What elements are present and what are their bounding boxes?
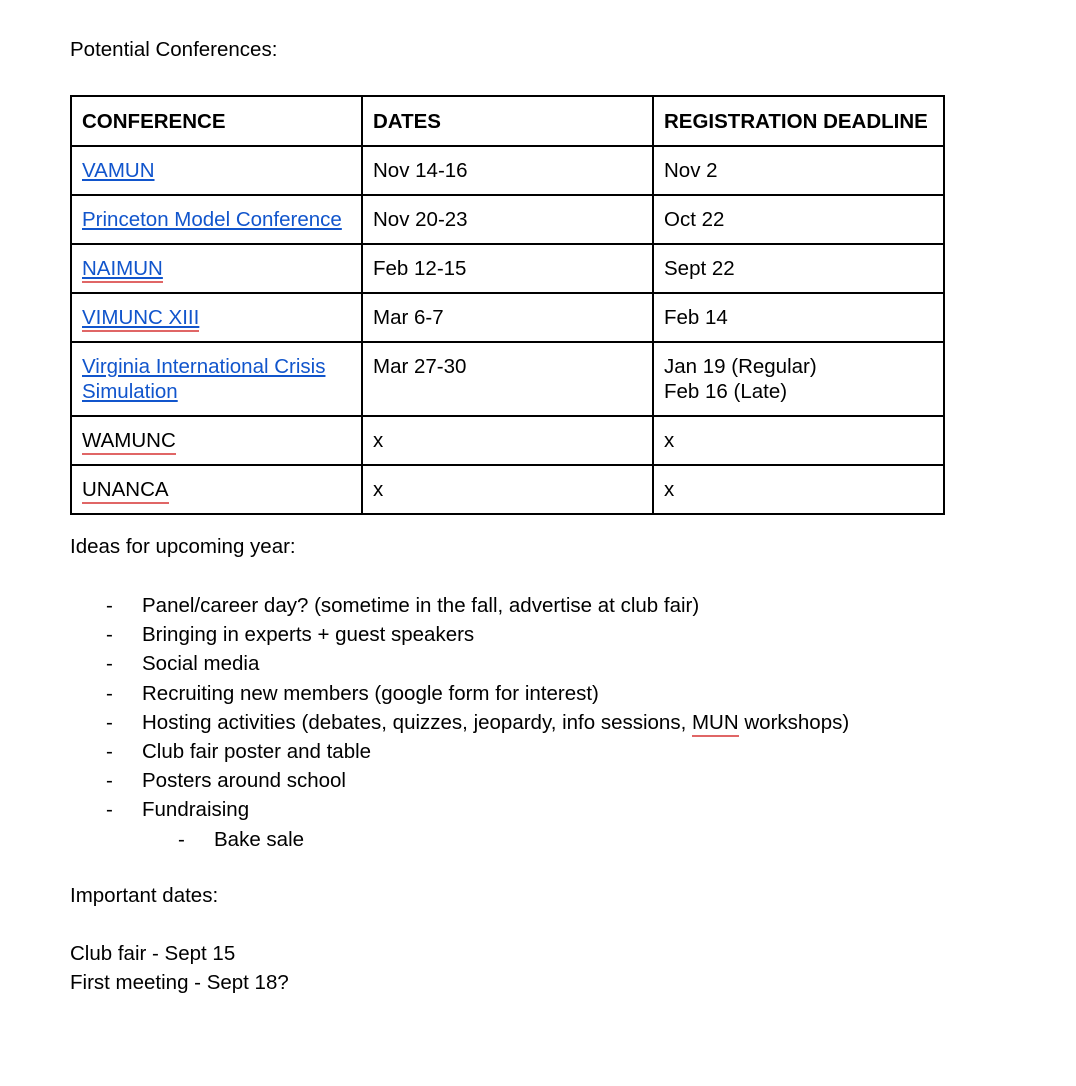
list-item [70,798,849,827]
important-date-first-meeting: First meeting - Sept 18? [70,971,289,994]
ideas-list [70,594,849,857]
deadline-cell [653,342,944,416]
conferences-table [70,95,945,515]
sub-list-item [70,828,849,857]
list-item-text: Fundraising [142,798,250,822]
deadline-cell: Oct 22 [653,195,944,244]
deadline-cell: x [653,465,944,514]
sub-list-item-text: Bake sale [214,827,305,851]
column-header-conference: CONFERENCE [71,96,362,146]
dates-cell: Feb 12-15 [362,244,653,293]
dash-bullet: - [106,652,113,676]
list-item-text: Panel/career day? (sometime in the fall, advertise at club fair) [142,594,700,617]
dash-bullet: - [106,594,113,617]
dates-cell: x [362,416,653,465]
list-item [70,769,849,798]
list-item-text: Recruiting new members (google form for interest) [142,681,599,705]
conference-link-vamun[interactable]: VAMUN [82,159,155,182]
deadline-cell: Feb 14 [653,293,944,342]
table-row [71,293,944,342]
section-heading-conferences: Potential Conferences: [70,38,278,61]
dates-cell: x [362,465,653,514]
table-row [71,244,944,293]
table-row [71,146,944,195]
list-item-text-tail: workshops) [738,710,850,734]
dates-cell: Mar 27-30 [362,342,653,416]
conference-name-unanca: UNANCA [82,478,169,504]
table-row [71,416,944,465]
section-heading-important-dates: Important dates: [70,884,219,907]
list-item [70,623,849,652]
deadline-regular: Jan 19 (Regular) [664,355,817,378]
table-row [71,342,944,416]
conference-link-naimun[interactable]: NAIMUN [82,257,163,283]
table-row [71,465,944,514]
conference-cell [71,293,362,342]
list-item [70,711,849,740]
dash-bullet: - [106,681,113,705]
list-item-text: Social media [142,652,260,676]
conference-link-princeton[interactable]: Princeton Model Conference [82,208,342,231]
document-body [70,38,1010,994]
dash-bullet: - [178,827,185,851]
deadline-late: Feb 16 (Late) [664,380,788,403]
column-header-registration-deadline: REGISTRATION DEADLINE [653,96,944,146]
conference-cell [71,465,362,514]
dash-bullet: - [106,710,113,734]
column-header-dates: DATES [362,96,653,146]
dash-bullet: - [106,623,113,647]
list-item-text: Bringing in experts + guest speakers [142,623,475,647]
table-row [71,195,944,244]
dash-bullet: - [106,739,113,763]
list-item [70,682,849,711]
table-header-row [71,96,944,146]
conference-cell [71,342,362,416]
dash-bullet: - [106,769,113,793]
dates-cell: Nov 20-23 [362,195,653,244]
conference-link-virginia-crisis-sim[interactable]: Virginia International Crisis Simulation [82,355,326,403]
conference-cell [71,244,362,293]
dash-bullet: - [106,798,113,822]
deadline-cell: x [653,416,944,465]
list-item [70,652,849,681]
spellcheck-word-mun: MUN [692,711,739,737]
conference-cell [71,146,362,195]
list-item-text: Club fair poster and table [142,739,372,763]
conference-cell [71,416,362,465]
important-date-club-fair: Club fair - Sept 15 [70,942,236,965]
deadline-cell: Sept 22 [653,244,944,293]
conference-link-vimunc[interactable]: VIMUNC XIII [82,306,199,332]
list-item [70,740,849,769]
conference-name-wamunc: WAMUNC [82,429,176,455]
list-item [70,594,849,623]
section-heading-ideas: Ideas for upcoming year: [70,535,296,558]
list-item-text: Hosting activities (debates, quizzes, jeopardy, info sessions, [142,710,692,734]
dates-cell: Nov 14-16 [362,146,653,195]
dates-cell: Mar 6-7 [362,293,653,342]
list-item-text: Posters around school [142,769,346,793]
deadline-cell: Nov 2 [653,146,944,195]
conference-cell [71,195,362,244]
